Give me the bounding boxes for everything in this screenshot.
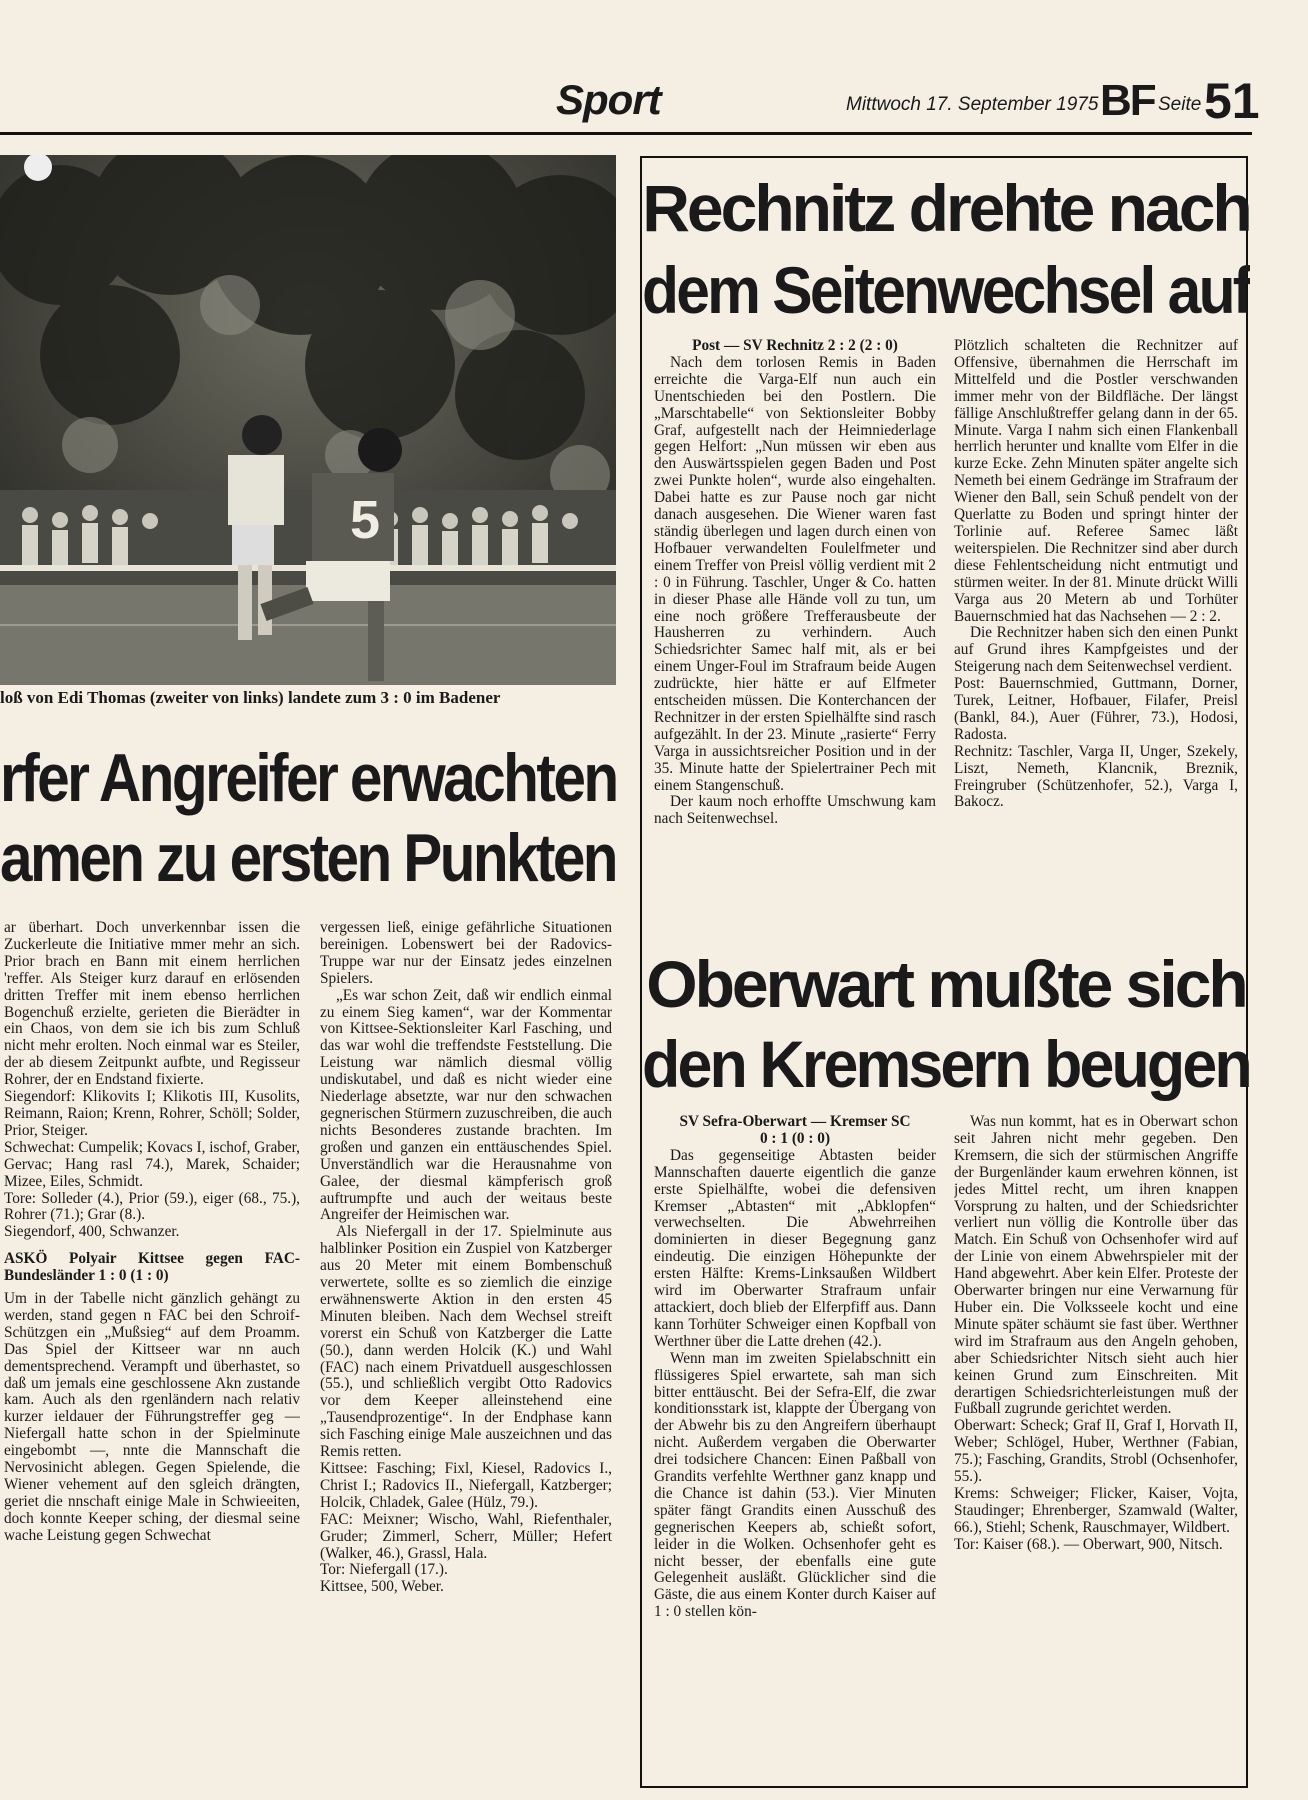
left-article-headline-line-1: rfer Angreifer erwachten bbox=[0, 740, 617, 816]
goals-venue-referee: Tor: Kaiser (68.). — Oberwart, 900, Nitsch. bbox=[954, 1535, 1223, 1553]
oberwart-headline-line-1: Oberwart mußte sich bbox=[646, 947, 1246, 1021]
lineup-post: Post: Bauernschmied, Guttmann, Dorner, Turek, Leitner, Hofbauer, Filafer, Preisl (Bankl, 84.), Auer (Führer, 73.), Hodosi, Radosta. bbox=[954, 675, 1238, 743]
venue-referee: Kittsee, 500, Weber. bbox=[320, 1578, 444, 1596]
lineup-rechnitz: Rechnitz: Taschler, Varga II, Unger, Szekely, Liszt, Nemeth, Klancnik, Breznik, Freingruber (Schützenhofer, 52.), Varga I, Bakocz. bbox=[954, 742, 1238, 811]
oberwart-column-1 bbox=[654, 1114, 936, 1784]
goals: Tor: Niefergall (17.). bbox=[320, 1561, 448, 1579]
match-photo bbox=[0, 155, 616, 685]
left-article-headline-line-2: amen zu ersten Punkten bbox=[0, 820, 616, 896]
issue-date: Mittwoch 17. September 1975 bbox=[846, 94, 1099, 115]
page-label: Seite bbox=[1158, 94, 1202, 115]
lineup-krems: Krems: Schweiger; Flicker, Kaiser, Vojta, Staudinger; Ehrenberger, Szamwald (Walter, 66.), Stiehl; Schenk, Rauschmayer, Wildbert. bbox=[954, 1484, 1238, 1536]
lineup-siegendorf: Siegendorf: Klikovits I; Klikotis III, Kusolits, Reimann, Raion; Krenn, Rohrer, Schöll; Solder, Prior, Steiger. bbox=[4, 1088, 300, 1139]
paragraph: Der kaum noch erhoffte Umschwung kam nach Seitenwechsel. bbox=[654, 793, 936, 828]
venue-referee: Siegendorf, 400, Schwanzer. bbox=[4, 1223, 180, 1241]
paragraph: „Es war schon Zeit, daß wir endlich einmal zu einem Sieg kamen“, war der Kommentar von Kittsee-Sektionsleiter Karl Fasching, und das war wohl die treffendste Feststellung. Die Leistung war nämlich diesmal völlig undiskutabel, und daß es nicht wieder eine Niederlage absetzte, war nur den schwachen gegnerischen Stürmern zuzuschreiben, die auch nichts Besonderes zustande brachten. Im großen und ganzen ein enttäuschendes Spiel. Unverständlich war die Herausnahme von Galee, der diesmal kämpferisch groß auftrumpfte und auch der weitaus beste Angreifer der Heimischen war. bbox=[320, 986, 612, 1224]
jersey-number: 5 bbox=[350, 490, 381, 550]
left-article-column-1 bbox=[4, 920, 300, 1790]
paragraph: Nach dem torlosen Remis in Baden erreichte die Varga-Elf nun auch ein Unentschieden bei den Postlern. Die „Marschtabelle“ von Sektionsleiter Bobby Graf, aufgestellt nach der Heimniederlage gegen Helfort: „Nun müssen wir eben aus den Auswärtsspielen gegen Baden und Post zwei Punkte holen“, wurde also eingehalten. Dabei hatte es zur Pause noch gar nicht danach ausgesehen. Die Wiener waren fast ständig überlegen und lagen durch einen von Hofbauer verwandelten Foulelfmeter und einem Treffer von Preisl völlig verdient mit 2 : 0 in Führung. Taschler, Unger & Co. hatten in dieser Phase alle Hände voll zu tun, um eine noch größere Trefferausbeute der Hausherren zu verhindern. Auch Schiedsrichter Samec half mit, als er bei einem Unger-Foul im Strafraum beide Augen zudrückte, hier hätte er auf Elfmeter entscheiden müssen. Die Konterchancen der Rechnitzer in der ersten Spielhälfte sind rasch aufgezählt. In der 23. Minute „rasierte“ Ferry Varga in aussichtsreicher Position und in der 35. Minute hatte der Spielertrainer Pech mit einem Stangenschuß. bbox=[654, 353, 936, 794]
paragraph: Wenn man im zweiten Spielabschnitt ein flüssigeres Spiel erwartete, sah man sich bitter enttäuscht. Bei der Sefra-Elf, die zwar konditionsstark ist, klappte der Übergang von der Abwehr bis zu den Angreifern überhaupt nicht. Außerdem vergaben die Oberwarter drei todsichere Chancen: Einen Paßball von Grandits verfehlte Werthner ganz knapp und die Chance ist dahin (53.). Vier Minuten später fängt Grandits einen Ausschuß des gegnerischen Keepers ab, schießt sofort, leider in die Wolken. Ochsenhofer geht es nicht besser, der ebenfalls eine gute Gelegenheit ausläßt. Glücklicher sind die Gäste, die aus einem Konter durch Kaiser auf 1 : 0 stellen kön- bbox=[654, 1349, 936, 1621]
match-teams: SV Sefra-Oberwart — Kremser SC bbox=[679, 1114, 911, 1130]
paragraph: Als Niefergall in der 17. Spielminute aus halblinker Position ein Zuspiel von Katzberger aus 20 Meter mit einem Bombenschuß verwertete, sollte es so ziemlich die einzige erwähnenswerte Aktion in den ersten 45 Minuten bleiben. Nach dem Wechsel streift vorerst ein Schuß von Katzberger die Latte (50.), dann werden Holcik (K.) und Wahl (FAC) nach einem Privatduell ausgeschlossen (55.), und schließlich vergibt Otto Radovics vor dem Keeper alleinstehend eine „Tausendprozentige“. In der Endphase kann sich Fasching einige Male auszeichnen und das Remis retten. bbox=[320, 1223, 612, 1461]
photo-caption: loß von Edi Thomas (zweiter von links) landete zum 3 : 0 im Badener bbox=[0, 688, 501, 707]
lineup-oberwart: Oberwart: Scheck; Graf II, Graf I, Horvath II, Weber; Schlögel, Huber, Werthner (Fabian, 75.); Fasching, Grandits, Strobl (Ochsenhofer, 55.). bbox=[954, 1417, 1238, 1486]
match-result: Post — SV Rechnitz 2 : 2 (2 : 0) bbox=[692, 338, 898, 354]
page-number: 51 bbox=[1204, 73, 1260, 129]
newspaper-logo: BF bbox=[1100, 76, 1155, 125]
lineup-schwechat: Schwechat: Cumpelik; Kovacs I, ischof, Graber, Gervac; Hang rasl 74.), Marek, Schaider; Mizee, Eiles, Schmidt. bbox=[4, 1138, 300, 1190]
oberwart-headline-line-2: den Kremsern beugen bbox=[642, 1027, 1250, 1101]
paragraph: Um in der Tabelle nicht gänzlich gehängt zu werden, stand gegen n FAC bei den Schroif-Schützgen ein „Mußsieg“ auf dem Proamm. Das Spiel der Kittseer war nn auch dementsprechend. Verampft und überhastet, so daß um jemals eine geschlossene Akn zustande kam. Auch als den rgenländern nach relativ kurzer ieldauer der Führungstreffer geg — Niefergall hatte schon in der Spielminute eingebombt —, nnte die Mannschaft die Nervosinicht ablegen. Gegen Spielende, die Wiener vehement auf den sgleich drängten, geriet die nnschaft einige Male in Schwieeiten, doch konnte Keeper sching, der diesmal seine wache Leistung gegen Schwechat bbox=[4, 1290, 300, 1544]
goals: Tore: Solleder (4.), Prior (59.), eiger (68., 75.), Rohrer (71.); Grar (8.). bbox=[4, 1189, 300, 1224]
rechnitz-headline-line-2: dem Seitenwechsel auf bbox=[642, 253, 1250, 327]
paragraph: Plötzlich schalteten die Rechnitzer auf Offensive, übernahmen die Herrschaft im Mittelfeld und die Postler verschwanden immer mehr von der Bildfläche. Der längst fällige Anschlußtreffer gelang dann in der 65. Minute. Varga I nahm sich einen Flankenball herrlich herunter und knallte vom Elfer in die kurze Ecke. Zehn Minuten später angelte sich Nemeth bei einem Gedränge im Strafraum der Wiener den Ball, sein Schuß pendelt von der Querlatte zu Boden und springt hinter der Torlinie auf. Referee Samec läßt weiterspielen. Die Rechnitzer sind aber durch diese Fehlentscheidung nicht entmutigt und stürmen weiter. In der 81. Minute drückt Willi Varga aus 20 Metern ab und Torhüter Bauernschmied hat das Nachsehen — 2 : 2. bbox=[954, 338, 1238, 625]
page-header bbox=[0, 70, 1260, 135]
match-subheading: ASKÖ Polyair Kittsee gegen FAC-Bundesländer 1 : 0 (1 : 0) bbox=[4, 1250, 300, 1285]
section-title: Sport bbox=[556, 76, 661, 123]
paragraph: Was nun kommt, hat es in Oberwart schon seit Jahren nicht mehr gegeben. Den Kremsern, die sich der stürmischen Angriffe der Burgenländer kaum erwehren können, ist jedes Mittel recht, um ihren knappen Vorsprung zu halten, und der Schiedsrichter verliert nun völlig die Kontrolle über das Match. Ein Schuß von Ochsenhofer wird auf der Linie von einem Abwehrspieler mit der Hand abgewehrt. Aber kein Elfer. Proteste der Oberwarter bringen nur eine Verwarnung für Huber ein. Die Volksseele kocht und eine Minute später schäumt sie fast über. Werthner wird im Strafraum aus den Angeln gehoben, aber Schiedsrichter Nitsch sieht auch hier keinen Grund zum Einschreiten. Mit derartigen Schiedsrichterleistungen muß der Fußball zugrunde gerichtet werden. bbox=[954, 1114, 1238, 1418]
right-articles-box bbox=[640, 156, 1248, 1788]
paragraph: ar überhart. Doch unverkennbar issen die Zuckerleute die Initiative mmer mehr an sich. Prior brach en Bann mit einem herrlichen 'reffer. Als Steiger kurz darauf en erlösenden dritten Treffer mit inem ebenso herrlichen Bogenchuß erzielte, gerieten die Bierädter in ein Chaos, von dem sie ich bis zum Schluß nicht mehr erolten. Noch einmal war es Steiler, der ab diesem Zeitpunkt aufbte, und Regisseur Rohrer, der en Endstand fixierte. bbox=[4, 920, 300, 1089]
match-result: 0 : 1 (0 : 0) bbox=[759, 1129, 831, 1147]
paragraph: Das gegenseitige Abtasten beider Mannschaften dauerte eigentlich die ganze erste Spielhälfte, wobei die defensiven Kremser „Abtasten“ mit „Abklopfen“ verwechselten. Die Abwehrreihen dominierten in dieser Begegnung ganz eindeutig. Die einzigen Höhepunkte der ersten Hälfte: Krems-Linksaußen Wildbert wird im Oberwarter Strafraum unfair attackiert, doch blieb der Elferpfiff aus. Dann kann Torhüter Schweiger einen Kopfball von Werthner über die Latte drehen (42.). bbox=[654, 1146, 936, 1350]
oberwart-column-2 bbox=[954, 1114, 1238, 1784]
lineup-fac: FAC: Meixner; Wischo, Wahl, Riefenthaler, Gruder; Zimmerl, Scherr, Müller; Hefert (Walker, 46.), Grassl, Hala. bbox=[320, 1510, 612, 1562]
left-article-column-2 bbox=[320, 920, 612, 1790]
football-scene-illustration bbox=[0, 155, 616, 685]
lineup-kittsee: Kittsee: Fasching; Fixl, Kiesel, Radovics I., Christ I.; Radovics II., Niefergall, Katzberger; Holcik, Chladek, Galee (Hülz, 79.). bbox=[320, 1460, 612, 1511]
paragraph: vergessen ließ, einige gefährliche Situationen bereinigen. Lobenswert bei der Radovics-Truppe war nur der Einsatz jedes einzelnen Spielers. bbox=[320, 920, 612, 987]
rechnitz-headline-line-1: Rechnitz drehte nach bbox=[642, 171, 1250, 245]
paragraph: Die Rechnitzer haben sich den einen Punkt auf Grund ihres Kampfgeistes und der Steigerung nach dem Seitenwechsel verdient. bbox=[954, 624, 1238, 676]
